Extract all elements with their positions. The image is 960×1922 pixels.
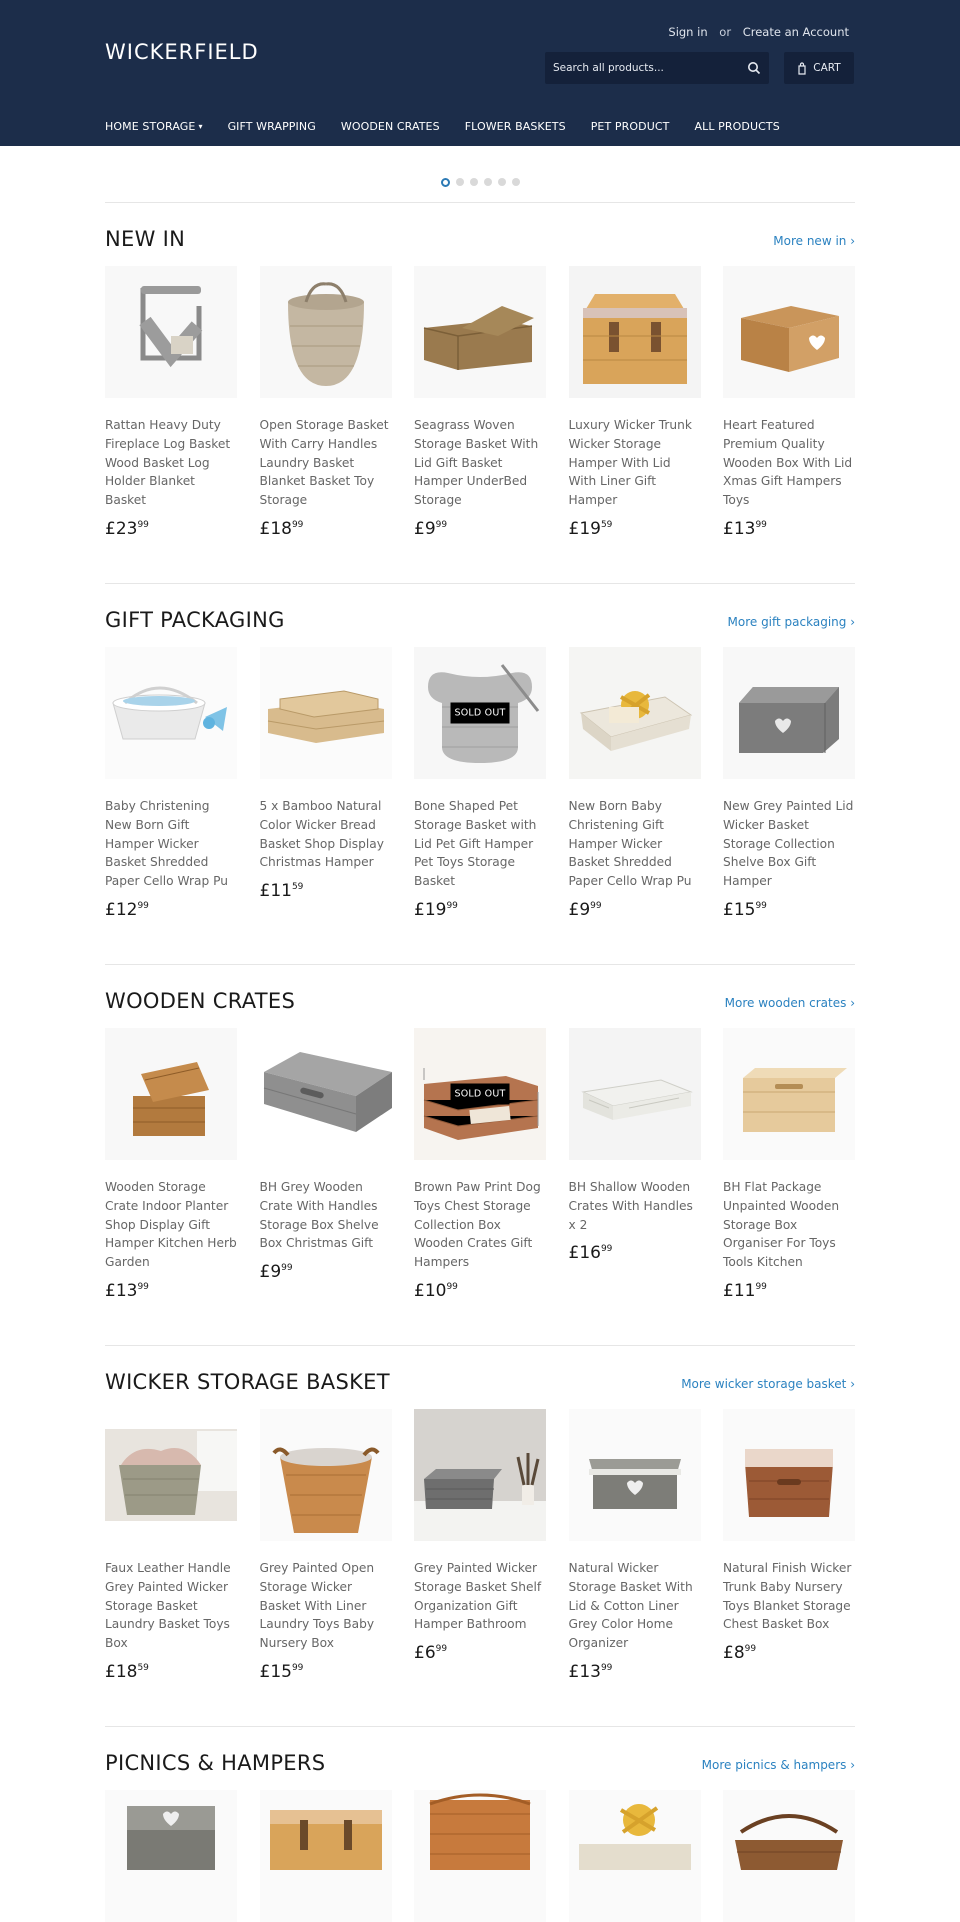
- product-image[interactable]: [414, 266, 546, 398]
- price-main: £18: [105, 1661, 138, 1682]
- slider-dot-6[interactable]: [512, 178, 520, 186]
- divider: [105, 202, 855, 203]
- product-image[interactable]: [105, 647, 237, 779]
- search-bar: [545, 52, 769, 84]
- product-price: [414, 519, 546, 539]
- nav-label: WOODEN CRATES: [340, 120, 440, 133]
- product-image[interactable]: [105, 266, 237, 398]
- product-card[interactable]: [260, 647, 392, 920]
- product-image[interactable]: [260, 1028, 392, 1160]
- nav-wooden-crates[interactable]: [341, 120, 440, 133]
- price-main: £8: [723, 1643, 745, 1664]
- product-card[interactable]: [260, 1409, 392, 1682]
- product-image[interactable]: [569, 266, 701, 398]
- sold-out-badge: SOLD OUT: [451, 1084, 510, 1105]
- cart-button[interactable]: [784, 52, 854, 84]
- product-card[interactable]: [723, 1028, 855, 1301]
- product-card[interactable]: [569, 1790, 701, 1922]
- product-title[interactable]: Baby Christening New Born Gift Hamper Wicker Basket Shredded Paper Cello Wrap Pu: [105, 799, 228, 889]
- nav-flower-baskets[interactable]: [465, 120, 566, 133]
- product-grid: [105, 1790, 855, 1922]
- price-main: £6: [414, 1643, 436, 1664]
- product-image[interactable]: [414, 1028, 546, 1160]
- product-title[interactable]: Wooden Storage Crate Indoor Planter Shop Display Gift Hamper Kitchen Herb Garden: [105, 1180, 237, 1270]
- product-price: [260, 1662, 392, 1682]
- nav-label: ALL PRODUCTS: [694, 120, 780, 133]
- product-card[interactable]: [105, 1409, 237, 1682]
- price-cents: 99: [446, 1281, 458, 1292]
- more-link[interactable]: More wooden crates ›: [724, 996, 855, 1010]
- product-image[interactable]: [723, 1790, 855, 1922]
- price-main: £10: [414, 1280, 447, 1301]
- product-image[interactable]: [260, 1790, 392, 1922]
- price-main: £12: [105, 899, 138, 920]
- divider: [105, 1726, 855, 1727]
- price-cents: 99: [137, 900, 149, 911]
- price-main: £9: [259, 1262, 282, 1283]
- more-link[interactable]: More picnics & hampers ›: [701, 1758, 855, 1772]
- price-cents: 99: [137, 519, 149, 530]
- product-title[interactable]: BH Grey Wooden Crate With Handles Storage Box Shelve Box Christmas Gift: [259, 1180, 379, 1251]
- section-new-in: [105, 227, 855, 539]
- product-price: [105, 1662, 237, 1682]
- product-card[interactable]: [723, 1790, 855, 1922]
- section-wooden-crates: [105, 989, 855, 1301]
- product-price: [723, 1643, 855, 1663]
- product-title[interactable]: Natural Wicker Storage Basket With Lid & Cotton Liner Grey Color Home Organizer: [568, 1561, 693, 1651]
- slider-dot-4[interactable]: [484, 178, 492, 186]
- product-card[interactable]: [105, 266, 237, 539]
- price-cents: 59: [291, 882, 304, 893]
- product-image[interactable]: [260, 1409, 392, 1541]
- price-cents: 99: [291, 1662, 304, 1673]
- product-title[interactable]: Natural Finish Wicker Trunk Baby Nursery Toys Blanket Storage Chest Basket Box: [723, 1561, 852, 1632]
- sold-out-badge: SOLD OUT: [451, 703, 510, 724]
- product-image[interactable]: [105, 1790, 237, 1922]
- product-grid: [105, 1028, 855, 1301]
- product-title[interactable]: Open Storage Basket With Carry Handles Laundry Basket Blanket Basket Toy Storage: [259, 418, 389, 508]
- product-title[interactable]: New Born Baby Christening Gift Hamper Wicker Basket Shredded Paper Cello Wrap Pu: [568, 799, 692, 889]
- product-title[interactable]: BH Shallow Wooden Crates With Handles x 2: [568, 1180, 693, 1232]
- product-title[interactable]: Grey Painted Open Storage Wicker Basket With Liner Laundry Toys Baby Nursery Box: [259, 1561, 375, 1651]
- product-image[interactable]: [723, 1409, 855, 1541]
- product-card[interactable]: [569, 266, 701, 539]
- section-title: WOODEN CRATES: [105, 989, 296, 1013]
- product-card[interactable]: [260, 266, 392, 539]
- product-image[interactable]: [105, 1409, 237, 1541]
- price-cents: 59: [137, 1662, 149, 1673]
- section-title: WICKER STORAGE BASKET: [105, 1370, 390, 1394]
- section-header: [105, 227, 855, 257]
- price-main: £9: [414, 518, 436, 539]
- product-price: [260, 519, 392, 539]
- product-card[interactable]: [414, 1790, 546, 1922]
- price-cents: 99: [590, 900, 602, 911]
- product-price: [569, 519, 701, 539]
- product-title[interactable]: Bone Shaped Pet Storage Basket with Lid Pet Gift Hamper Pet Toys Storage Basket: [414, 799, 537, 889]
- price-cents: 99: [137, 1281, 149, 1292]
- more-link[interactable]: More gift packaging ›: [727, 615, 855, 629]
- slider-dot-3[interactable]: [470, 178, 478, 186]
- slider-dot-2[interactable]: [456, 178, 464, 186]
- create-account-link[interactable]: Create an Account: [742, 25, 849, 39]
- slider-pagination: [0, 178, 960, 187]
- price-main: £9: [568, 899, 591, 920]
- product-image[interactable]: [414, 1790, 546, 1922]
- product-title[interactable]: Rattan Heavy Duty Fireplace Log Basket Wood Basket Log Holder Blanket Basket: [105, 418, 231, 508]
- product-image[interactable]: [723, 1028, 855, 1160]
- product-image[interactable]: [414, 1409, 546, 1541]
- price-main: £13: [568, 1661, 601, 1682]
- price-cents: 99: [446, 900, 458, 911]
- product-price: [569, 900, 701, 920]
- price-cents: 99: [435, 1644, 448, 1655]
- product-price: [723, 900, 855, 920]
- product-price: [105, 1281, 237, 1301]
- product-title[interactable]: Heart Featured Premium Quality Wooden Box With Lid Xmas Gift Hampers Toys: [723, 418, 853, 508]
- product-card[interactable]: [414, 266, 546, 539]
- section-header: [105, 608, 855, 638]
- product-title[interactable]: 5 x Bamboo Natural Color Wicker Bread Basket Shop Display Christmas Hamper: [259, 799, 384, 870]
- product-image[interactable]: [723, 266, 855, 398]
- chevron-down-icon: ▾: [198, 122, 203, 131]
- section-header: [105, 989, 855, 1019]
- nav-label: GIFT WRAPPING: [227, 120, 316, 133]
- product-image[interactable]: [569, 647, 701, 779]
- main-nav: [105, 120, 805, 133]
- slider-dot-1[interactable]: [441, 178, 450, 187]
- product-price: [569, 1662, 701, 1682]
- price-main: £18: [259, 518, 292, 539]
- more-link[interactable]: More wicker storage basket ›: [681, 1377, 855, 1391]
- product-title[interactable]: New Grey Painted Lid Wicker Basket Storage Collection Shelve Box Gift Hamper: [723, 799, 854, 889]
- nav-label: FLOWER BASKETS: [464, 120, 566, 133]
- product-image[interactable]: [723, 647, 855, 779]
- product-card[interactable]: [414, 1028, 546, 1301]
- product-title[interactable]: Seagrass Woven Storage Basket With Lid Gift Basket Hamper UnderBed Storage: [414, 418, 539, 508]
- nav-label: PET PRODUCT: [590, 120, 670, 133]
- price-main: £23: [105, 518, 138, 539]
- product-card[interactable]: [723, 266, 855, 539]
- product-price: [414, 900, 546, 920]
- product-price: [414, 1281, 546, 1301]
- price-main: £11: [723, 1280, 756, 1301]
- price-main: £11: [259, 881, 292, 902]
- section-header: [105, 1751, 855, 1781]
- product-card[interactable]: [260, 1028, 392, 1301]
- price-cents: 99: [755, 900, 767, 911]
- price-main: £13: [105, 1280, 138, 1301]
- price-cents: 99: [755, 1281, 767, 1292]
- price-cents: 99: [755, 519, 767, 530]
- product-title[interactable]: BH Flat Package Unpainted Wooden Storage Box Organiser For Toys Tools Kitchen: [723, 1180, 840, 1270]
- section-title: PICNICS & HAMPERS: [105, 1751, 326, 1775]
- product-image[interactable]: [260, 647, 392, 779]
- section-wicker-storage-basket: [105, 1370, 855, 1682]
- product-price: [414, 1643, 546, 1663]
- product-price: [260, 1262, 392, 1282]
- nav-label: HOME STORAGE: [105, 120, 196, 133]
- product-title[interactable]: Luxury Wicker Trunk Wicker Storage Hamper With Lid With Liner Gift Hamper: [568, 418, 692, 508]
- account-links: [664, 25, 853, 39]
- section-title: NEW IN: [105, 227, 186, 251]
- product-image[interactable]: [260, 266, 392, 398]
- price-cents: 99: [435, 519, 448, 530]
- product-title[interactable]: Grey Painted Wicker Storage Basket Shelf Organization Gift Hamper Bathroom: [414, 1561, 542, 1632]
- divider: [105, 1345, 855, 1346]
- product-price: [260, 881, 392, 901]
- nav-all-products[interactable]: [694, 120, 779, 133]
- price-cents: 59: [600, 519, 613, 530]
- price-main: £19: [414, 899, 447, 920]
- nav-pet-product[interactable]: [591, 120, 670, 133]
- search-icon[interactable]: [747, 61, 761, 75]
- price-main: £13: [723, 518, 756, 539]
- product-card[interactable]: [414, 647, 546, 920]
- product-price: [569, 1243, 701, 1263]
- search-input[interactable]: [545, 62, 735, 74]
- slider-dot-5[interactable]: [498, 178, 506, 186]
- product-price: [723, 1281, 855, 1301]
- product-card[interactable]: [105, 647, 237, 920]
- product-image[interactable]: [569, 1790, 701, 1922]
- product-grid: [105, 1409, 855, 1682]
- product-card[interactable]: [569, 1409, 701, 1682]
- site-logo[interactable]: WICKERFIELD: [105, 40, 259, 64]
- section-title: GIFT PACKAGING: [105, 608, 285, 632]
- divider: [105, 964, 855, 965]
- section-header: [105, 1370, 855, 1400]
- section-gift-packaging: [105, 608, 855, 920]
- product-card[interactable]: [414, 1409, 546, 1682]
- price-main: £15: [723, 899, 756, 920]
- cart-label: CART: [813, 62, 841, 74]
- price-cents: 99: [291, 519, 304, 530]
- price-main: £15: [259, 1661, 292, 1682]
- price-main: £19: [568, 518, 601, 539]
- section-picnics-hampers: [105, 1751, 855, 1781]
- product-title[interactable]: Brown Paw Print Dog Toys Chest Storage Collection Box Wooden Crates Gift Hampers: [414, 1180, 541, 1270]
- cart-icon: [797, 62, 807, 75]
- product-card[interactable]: [723, 647, 855, 920]
- price-cents: 99: [744, 1644, 757, 1655]
- product-card[interactable]: [105, 1028, 237, 1301]
- divider: [105, 583, 855, 584]
- product-card[interactable]: [105, 1790, 237, 1922]
- nav-gift-wrapping[interactable]: [228, 120, 316, 133]
- product-price: [105, 519, 237, 539]
- product-card[interactable]: [260, 1790, 392, 1922]
- or-text: or: [719, 25, 732, 39]
- product-image[interactable]: [569, 1028, 701, 1160]
- sign-in-link[interactable]: Sign in: [668, 25, 708, 39]
- price-cents: 99: [600, 1662, 613, 1673]
- product-image[interactable]: [414, 647, 546, 779]
- site-header: [0, 0, 960, 146]
- nav-home-storage[interactable]: [105, 120, 203, 133]
- more-link[interactable]: More new in ›: [773, 234, 855, 248]
- product-price: [105, 900, 237, 920]
- price-cents: 99: [281, 1263, 293, 1274]
- product-price: [723, 519, 855, 539]
- product-title[interactable]: Faux Leather Handle Grey Painted Wicker Storage Basket Laundry Basket Toys Box: [105, 1561, 231, 1651]
- product-grid: [105, 266, 855, 539]
- product-image[interactable]: [105, 1028, 237, 1160]
- product-card[interactable]: [569, 647, 701, 920]
- product-image[interactable]: [569, 1409, 701, 1541]
- price-main: £16: [568, 1243, 601, 1264]
- product-card[interactable]: [723, 1409, 855, 1682]
- product-card[interactable]: [569, 1028, 701, 1301]
- price-cents: 99: [600, 1244, 613, 1255]
- product-grid: [105, 647, 855, 920]
